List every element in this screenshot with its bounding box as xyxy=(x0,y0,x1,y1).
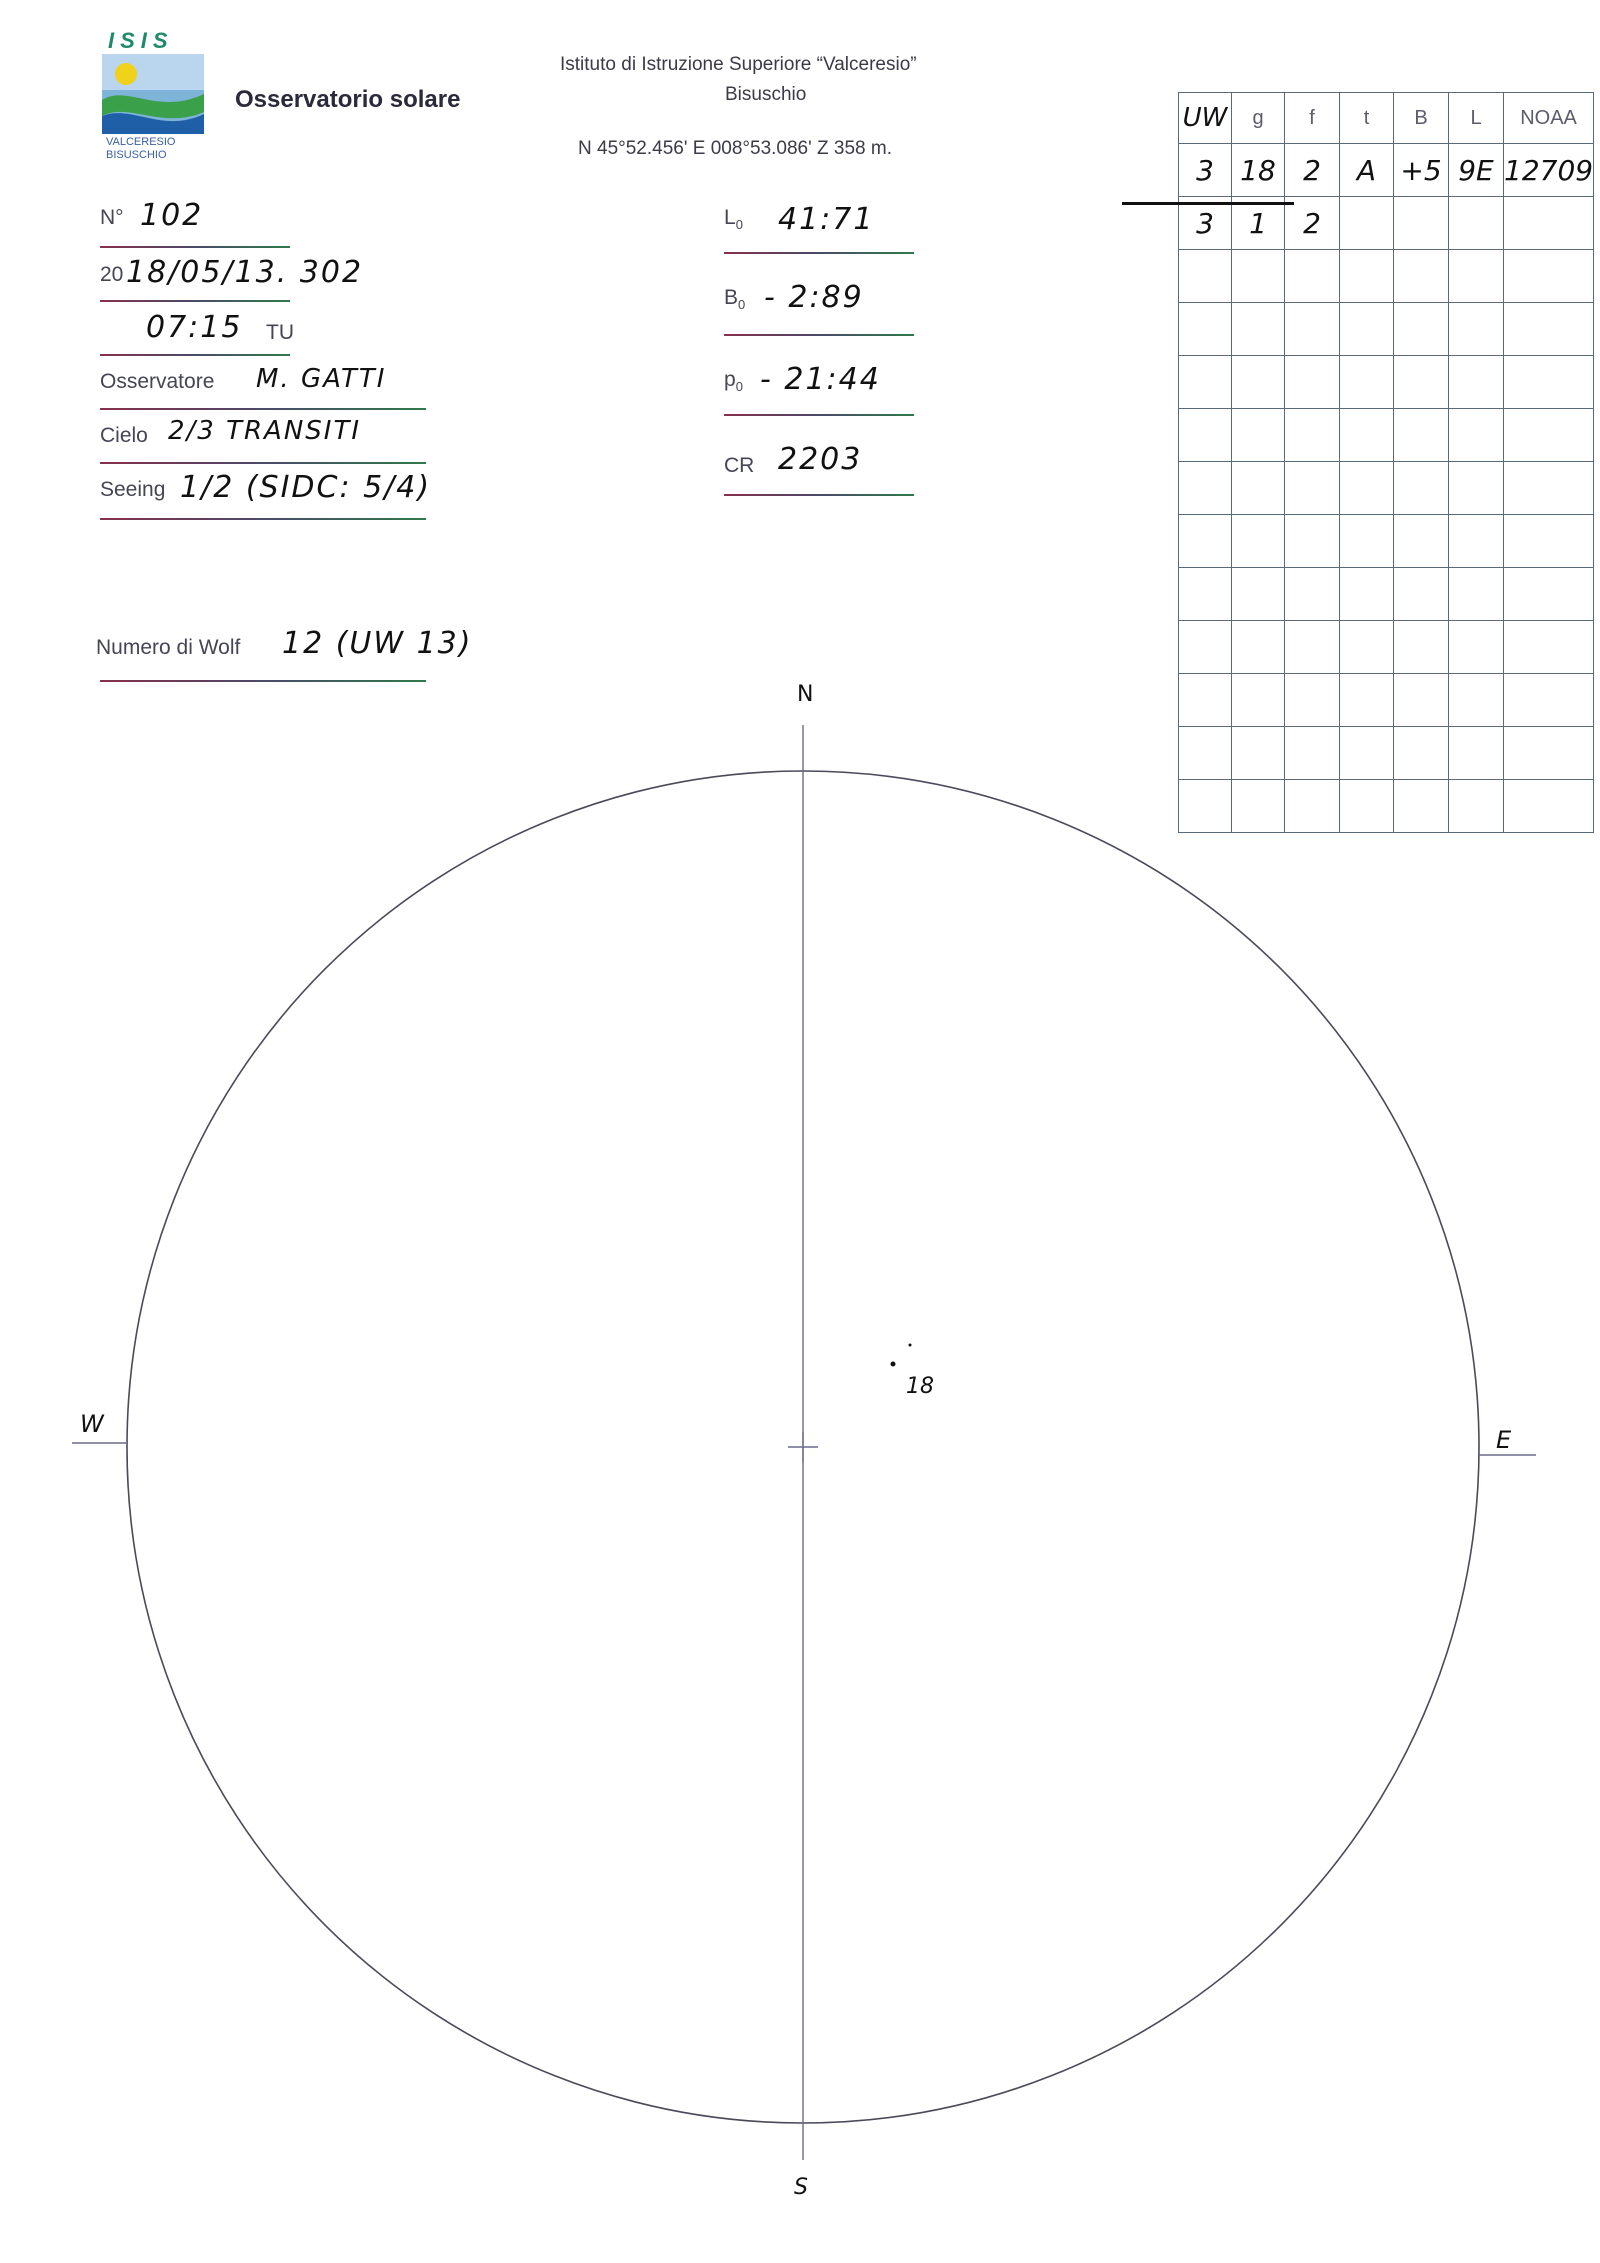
header-noaa: NOAA xyxy=(1504,93,1594,144)
wolf-label: Numero di Wolf xyxy=(96,636,241,659)
l0-label: $L_0$ xyxy=(724,206,743,233)
l0-value: 41:71 xyxy=(778,202,875,237)
header-g: g xyxy=(1232,93,1285,144)
cr-value: 2203 xyxy=(778,442,863,477)
west-label: W xyxy=(80,1410,104,1438)
sunspot-group-label: 18 xyxy=(906,1374,934,1399)
cell-f: 2 xyxy=(1285,144,1340,197)
observer-value: M. GATTI xyxy=(256,364,387,394)
header-f: f xyxy=(1285,93,1340,144)
header-b: B xyxy=(1394,93,1449,144)
cr-label: CR xyxy=(724,454,755,477)
site-coordinates: N 45°52.456' E 008°53.086' Z 358 m. xyxy=(578,138,892,159)
cell-b: +5 xyxy=(1394,144,1449,197)
east-label: E xyxy=(1496,1426,1512,1454)
cell-t: A xyxy=(1340,144,1394,197)
cell-g: 1 xyxy=(1232,197,1285,250)
logo-caption-2: BISUSCHIO xyxy=(106,149,167,161)
sunspot-group-marker xyxy=(909,1344,912,1347)
header-uw: UW xyxy=(1179,93,1232,144)
cell-noaa: 12709 xyxy=(1504,144,1594,197)
cell-g: 18 xyxy=(1232,144,1285,197)
south-label: S xyxy=(794,2175,808,2200)
sky-value: 2/3 TRANSITI xyxy=(168,416,362,446)
observatory-title: Osservatorio solare xyxy=(235,86,461,113)
header-l: L xyxy=(1449,93,1504,144)
institute-name: Istituto di Istruzione Superiore “Valceresio” xyxy=(560,54,917,75)
p0-label: $p_0$ xyxy=(724,368,743,395)
logo-top-text: ISIS xyxy=(108,28,174,53)
observer-label: Osservatore xyxy=(100,370,215,393)
p0-value: - 21:44 xyxy=(760,362,881,397)
header-t: t xyxy=(1340,93,1394,144)
date-prefix: 20 xyxy=(100,263,124,286)
seeing-value: 1/2 (SIDC: 5/4) xyxy=(180,470,432,505)
b0-label: $B_0$ xyxy=(724,286,746,313)
number-value: 102 xyxy=(140,198,204,233)
number-label: N° xyxy=(100,206,124,229)
sunspot-group-marker xyxy=(891,1362,896,1367)
sky-label: Cielo xyxy=(100,424,148,447)
b0-value: - 2:89 xyxy=(764,280,864,315)
date-value: 18/05/13. 302 xyxy=(126,255,364,290)
time-value: 07:15 xyxy=(146,310,243,345)
cell-f: 2 xyxy=(1285,197,1340,250)
cell-uw: 3 xyxy=(1179,144,1232,197)
cell-l: 9E xyxy=(1449,144,1504,197)
cell-uw: 3 xyxy=(1179,197,1232,250)
institute-town: Bisuschio xyxy=(725,84,807,105)
time-unit: TU xyxy=(266,321,294,344)
wolf-value: 12 (UW 13) xyxy=(282,626,473,661)
north-label: N xyxy=(797,682,814,707)
logo-caption-1: VALCERESIO xyxy=(106,136,176,148)
seeing-label: Seeing xyxy=(100,478,166,501)
